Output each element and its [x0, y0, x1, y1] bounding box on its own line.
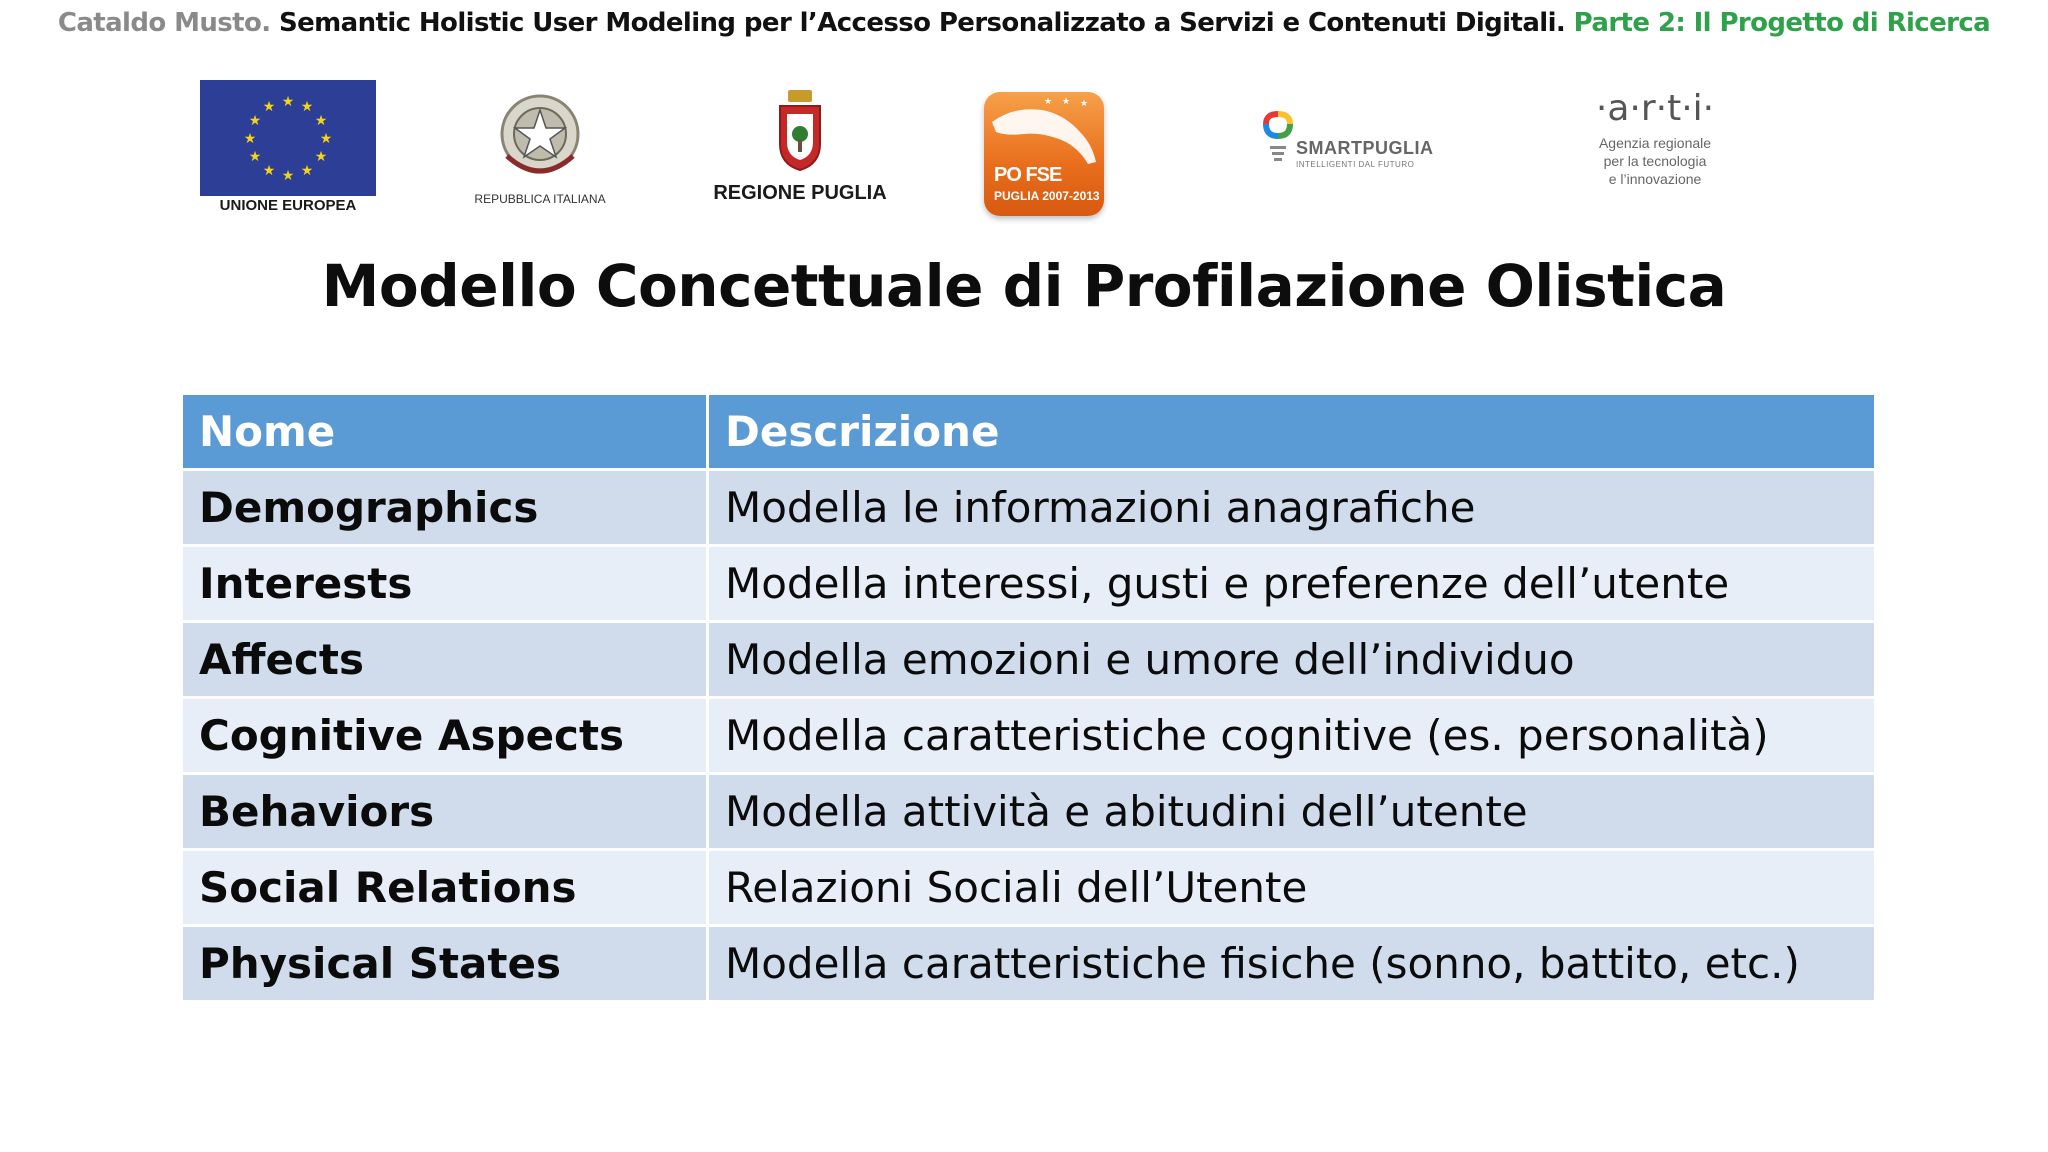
- svg-text:★: ★: [314, 113, 328, 129]
- row-description: Modella caratteristiche cognitive (es. personalità): [708, 698, 1876, 774]
- smartpuglia-name: SMARTPUGLIA: [1296, 138, 1434, 158]
- table-row: [182, 774, 1876, 850]
- table-row: [182, 546, 1876, 622]
- po-fse-logo: [984, 92, 1104, 216]
- table-header-row: [182, 394, 1876, 470]
- regione-puglia-logo: [700, 88, 900, 216]
- header-thesis-title: Semantic Holistic User Modeling per l’Accesso Personalizzato a Servizi e Contenuti Digitali.: [278, 8, 1566, 38]
- row-name: Affects: [182, 622, 708, 698]
- row-description: Modella attività e abitudini dell’utente: [708, 774, 1876, 850]
- slide-header: [0, 8, 2048, 38]
- svg-text:★: ★: [248, 113, 262, 129]
- row-name: Interests: [182, 546, 708, 622]
- regione-puglia-crest-icon: [770, 88, 830, 172]
- row-name: Behaviors: [182, 774, 708, 850]
- arti-subtitle: [1560, 134, 1750, 188]
- table-row: [182, 622, 1876, 698]
- table-row: [182, 470, 1876, 546]
- row-name: Demographics: [182, 470, 708, 546]
- italian-emblem-icon: [495, 86, 585, 186]
- eu-logo: [200, 80, 376, 216]
- column-header-description: Descrizione: [708, 394, 1876, 470]
- slide-title: Modello Concettuale di Profilazione Olistica: [321, 252, 1727, 320]
- svg-text:★: ★: [314, 149, 328, 165]
- regione-puglia-caption: REGIONE PUGLIA: [713, 182, 887, 204]
- svg-text:★: ★: [300, 99, 314, 115]
- repubblica-italiana-logo: [460, 86, 620, 216]
- header-author: Cataldo Musto.: [57, 8, 271, 38]
- row-description: Modella caratteristiche fisiche (sonno, battito, etc.): [708, 926, 1876, 1002]
- smartpuglia-logo: [1260, 110, 1450, 190]
- svg-text:★: ★: [300, 163, 314, 179]
- repubblica-logo-caption: REPUBBLICA ITALIANA: [474, 192, 606, 206]
- svg-text:★: ★: [1062, 97, 1071, 107]
- po-fse-title: PO FSE: [994, 164, 1062, 186]
- row-description: Modella interessi, gusti e preferenze dell’utente: [708, 546, 1876, 622]
- column-header-name: Nome: [182, 394, 708, 470]
- eu-logo-caption: UNIONE EUROPEA: [219, 197, 357, 214]
- arti-name: ·a·r·t·i·: [1595, 88, 1715, 129]
- table-row: [182, 698, 1876, 774]
- arti-subtitle-line: per la tecnologia: [1603, 153, 1707, 169]
- row-description: Modella le informazioni anagrafiche: [708, 470, 1876, 546]
- table-row: [182, 926, 1876, 1002]
- svg-text:★: ★: [262, 163, 276, 179]
- row-description: Modella emozioni e umore dell’individuo: [708, 622, 1876, 698]
- arti-subtitle-line: Agenzia regionale: [1598, 135, 1712, 151]
- row-description: Relazioni Sociali dell’Utente: [708, 850, 1876, 926]
- svg-text:★: ★: [281, 168, 295, 184]
- row-name: Physical States: [182, 926, 708, 1002]
- puglia-map-icon: [984, 92, 1104, 172]
- header-part: Parte 2: Il Progetto di Ricerca: [1573, 8, 1991, 38]
- svg-text:★: ★: [1080, 99, 1089, 109]
- smartpuglia-mark-icon: [1260, 110, 1300, 150]
- eu-flag-icon: [200, 80, 376, 196]
- svg-text:★: ★: [1044, 97, 1053, 107]
- smartpuglia-tagline: INTELLIGENTI DAL FUTURO: [1296, 160, 1415, 169]
- svg-text:★: ★: [248, 149, 262, 165]
- row-name: Cognitive Aspects: [182, 698, 708, 774]
- svg-text:★: ★: [262, 99, 276, 115]
- table-row: [182, 850, 1876, 926]
- arti-subtitle-line: e l’innovazione: [1608, 171, 1702, 187]
- arti-logo: [1560, 88, 1750, 208]
- svg-text:★: ★: [243, 131, 257, 147]
- po-fse-subtitle: PUGLIA 2007-2013: [994, 189, 1100, 203]
- svg-text:★: ★: [319, 131, 333, 147]
- profiling-model-table: [180, 392, 1877, 1003]
- row-name: Social Relations: [182, 850, 708, 926]
- svg-text:★: ★: [281, 94, 295, 110]
